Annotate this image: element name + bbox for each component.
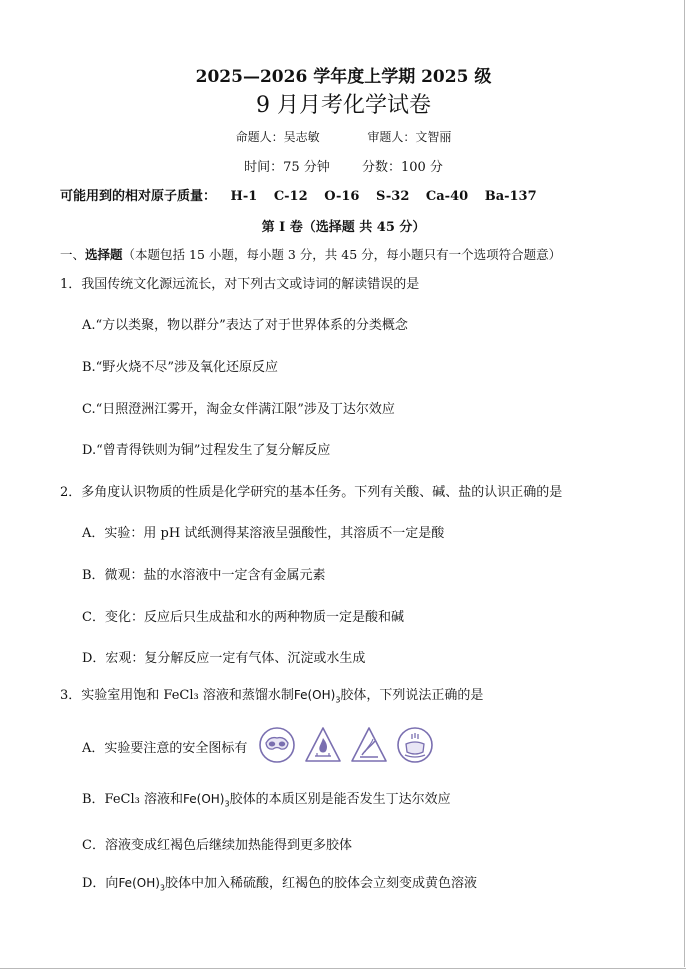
question-3-option-c: C．溶液变成红褐色后继续加热能得到更多胶体 — [82, 838, 352, 853]
question-3-option-b: B．FeCl₃ 溶液和$Fe(OH)_3$胶体的本质区别是能否发生丁达尔效应 — [82, 792, 451, 809]
reviewer: 审题人：文智丽 — [367, 130, 452, 144]
question-3-stem-after: 胶体，下列说法正确的是 — [340, 688, 484, 703]
section-name: 选择题 — [85, 247, 123, 262]
question-2-option-b: B．微观：盐的水溶液中一定含有金属元素 — [82, 568, 326, 583]
author: 命题人：吴志敏 — [235, 130, 320, 144]
question-2-option-a: A．实验：用 pH 试纸测得某溶液呈强酸性，其溶质不一定是酸 — [82, 526, 445, 541]
atomic-mass-item: Ba-137 — [484, 189, 537, 204]
page-bottom-edge — [0, 968, 686, 969]
atomic-masses — [60, 185, 549, 204]
part-title: 第 I 卷（选择题 共 45 分） — [261, 220, 426, 235]
goggles-icon — [260, 728, 294, 762]
question-1-option-b: B.“野火烧不尽”涉及氧化还原反应 — [82, 360, 278, 375]
question-3-stem-before: 3．实验室用饱和 FeCl₃ 溶液和蒸馏水制 — [60, 688, 294, 703]
question-1-option-c: C.“日照澄洲江雾开，淘金女伴满江限”涉及丁达尔效应 — [82, 402, 395, 417]
question-3-option-d: D．向$Fe(OH)_3$胶体中加入稀硫酸，红褐色的胶体会立刻变成黄色溶液 — [82, 876, 478, 893]
atomic-mass-item: Ca-40 — [425, 189, 469, 204]
question-2-option-d: D．宏观：复分解反应一定有气体、沉淀或水生成 — [82, 651, 366, 666]
authors-line — [0, 128, 687, 145]
atomic-mass-item: C-12 — [273, 189, 308, 204]
atomic-mass-item: O-16 — [324, 189, 360, 204]
section-number: 一、 — [60, 247, 86, 262]
safety-icons-row — [258, 726, 434, 764]
safety-icons — [258, 726, 434, 764]
hand-washing-icon — [398, 728, 432, 762]
chem-formula: $Fe(OH)_3$ — [293, 688, 341, 705]
atomic-mass-item: H-1 — [230, 189, 258, 204]
exam-title-line2: 9 月月考化学试卷 — [256, 93, 431, 118]
page-right-edge — [684, 0, 685, 967]
exam-title-line1: 2025—2026 学年度上学期 2025 级 — [195, 67, 492, 87]
question-2-stem: 2．多角度认识物质的性质是化学研究的基本任务。下列有关酸、碱、盐的认识正确的是 — [60, 485, 563, 500]
section-heading — [60, 245, 561, 263]
exam-time: 时间：75 分钟 — [244, 160, 330, 175]
question-1-option-d: D.“曾青得铁则为铜”过程发生了复分解反应 — [82, 443, 331, 458]
section-instructions: （本题包括 15 小题，每小题 3 分，共 45 分，每小题只有一个选项符合题意） — [122, 247, 562, 262]
question-1-option-a: A.“方以类聚，物以群分”表达了对于世界体系的分类概念 — [82, 318, 408, 333]
question-2-option-c: C．变化：反应后只生成盐和水的两种物质一定是酸和碱 — [82, 610, 404, 625]
question-1-stem: 1．我国传统文化源远流长，对下列古文或诗词的解读错误的是 — [60, 277, 420, 292]
question-3-option-a: A．实验要注意的安全图标有 — [82, 741, 248, 756]
chem-formula: $Fe(OH)_3$ — [183, 792, 230, 809]
atomic-masses-label: 可能用到的相对原子质量： — [60, 189, 217, 204]
chem-formula: $Fe(OH)_3$ — [118, 876, 165, 893]
question-3-stem — [60, 684, 483, 704]
hot-surface-icon — [352, 728, 386, 761]
time-score-line — [0, 156, 687, 175]
heating-flame-icon — [306, 728, 340, 761]
exam-score: 分数：100 分 — [361, 160, 443, 175]
atomic-mass-item: S-32 — [376, 189, 410, 204]
